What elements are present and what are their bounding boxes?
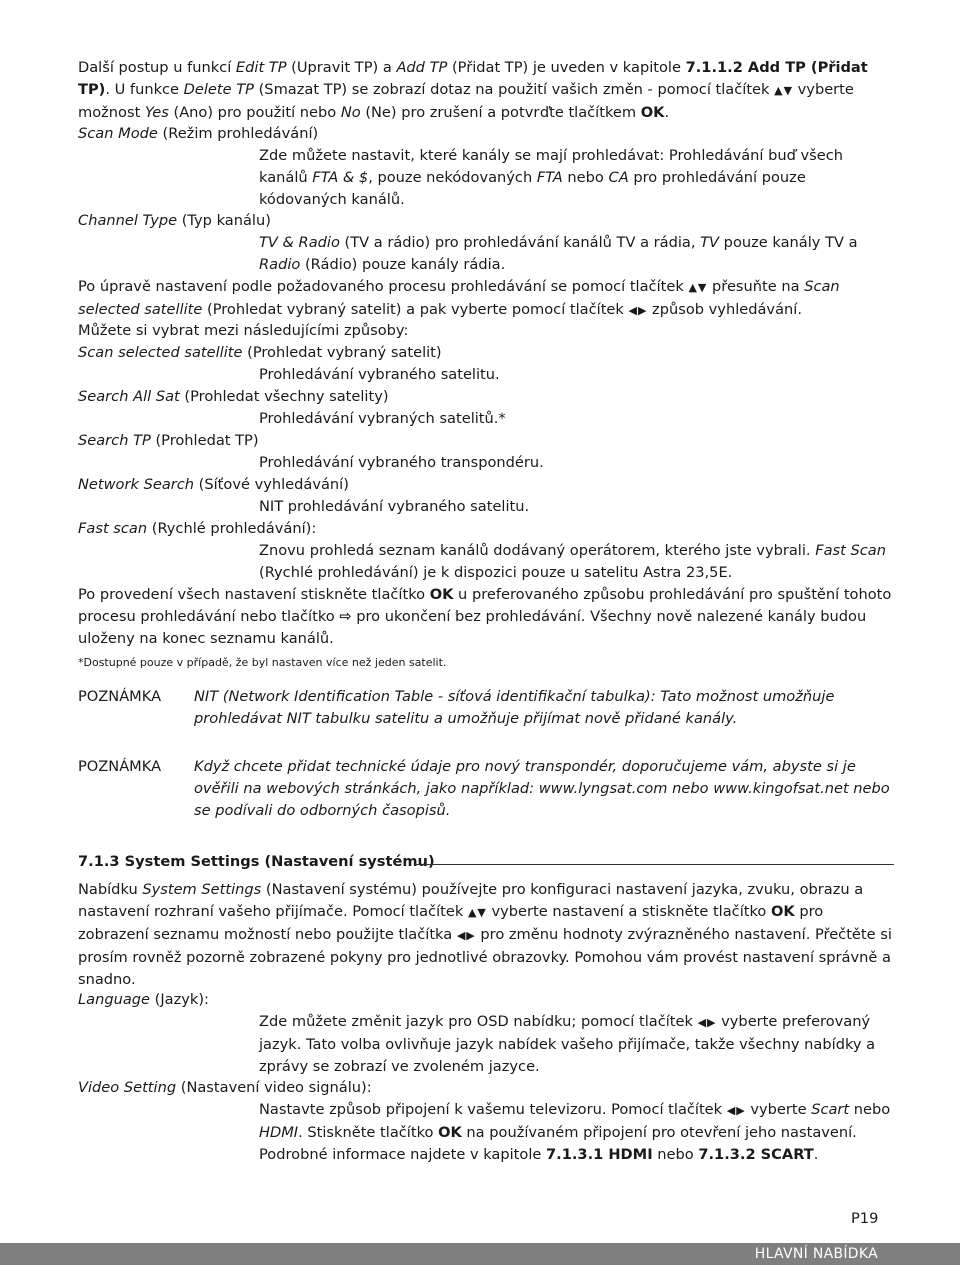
left-right-arrows-icon: ◀▶ <box>456 929 476 942</box>
language-label: Language (Jazyk): <box>78 991 209 1008</box>
option-search-all-label: Search All Sat (Prohledat všechny satelity) <box>78 388 389 405</box>
note-text: NIT (Network Identification Table - síťová identifikační tabulka): Tato možnost umožňuje prohledávat NIT tabulku satelitu a umožňuje přijímat nově přidané kanály. <box>194 688 835 727</box>
option-search-tp-desc: Prohledávání vybraného transpondéru. <box>259 454 544 471</box>
option-search-all-desc: Prohledávání vybraných satelitů.* <box>259 410 506 427</box>
language-description: Zde můžete změnit jazyk pro OSD nabídku; pomocí tlačítek ◀▶ vyberte preferovaný jazyk. Tato volba ovlivňuje jazyk nabídek vašeho přijímače, takže všechny nabídky a zprávy se zobrazí ve zvoleném jazyce. <box>259 1013 876 1075</box>
footer-band <box>0 1243 960 1265</box>
video-setting-description: Nastavte způsob připojení k vašemu televizoru. Pomocí tlačítek ◀▶ vyberte Scart nebo HDMI. Stiskněte tlačítko OK na používaném připojení pro otevření jeho nastavení. Podrobné informace najdete v kapitole 7.1.3.1 HDMI nebo 7.1.3.2 SCART. <box>259 1101 891 1163</box>
left-right-arrows-icon: ◀▶ <box>726 1104 746 1117</box>
note-text: Když chcete přidat technické údaje pro nový transpondér, doporučujeme vám, abyste si je ověřili na webových stránkách, jako například: www.lyngsat.com nebo www.kingofsat.net nebo se podívali do odborných časopisů. <box>194 758 890 819</box>
section-heading: 7.1.3 System Settings (Nastavení systému) <box>78 853 435 870</box>
heading-rule <box>415 864 894 865</box>
up-down-arrows-icon: ▲▼ <box>688 281 708 294</box>
up-down-arrows-icon: ▲▼ <box>774 84 794 97</box>
intro-paragraph: Další postup u funkcí Edit TP (Upravit TP) a Add TP (Přidat TP) je uveden v kapitole 7.1.1.2 Add TP (Přidat TP). U funkce Delete TP (Smazat TP) se zobrazí dotaz na použití vašich změn - pomocí tlačítek ▲▼ vyberte možnost Yes (Ano) pro použití nebo No (Ne) pro zrušení a potvrďte tlačítkem OK. <box>78 59 868 121</box>
note-label: POZNÁMKA <box>78 688 162 705</box>
page-number: P19 <box>851 1210 879 1227</box>
channel-type-description: TV & Radio (TV a rádio) pro prohledávání kanálů TV a rádia, TV pouze kanály TV a Radio (Rádio) pouze kanály rádia. <box>259 234 858 273</box>
start-scan-paragraph: Po provedení všech nastavení stiskněte tlačítko OK u preferovaného způsobu prohledávání pro spuštění tohoto procesu prohledávání nebo tlačítko ⇨ pro ukončení bez prohledávání. Všechny nově nalezené kanály budou uloženy na konec seznamu kanálů. <box>78 586 892 647</box>
scan-instructions-paragraph: Po úpravě nastavení podle požadovaného procesu prohledávání se pomocí tlačítek ▲▼ přesuňte na Scan selected satellite (Prohledat vybraný satelit) a pak vyberte pomocí tlačítek ◀▶ způsob vyhledávání. <box>78 278 840 318</box>
option-network-search-label: Network Search (Síťové vyhledávání) <box>78 476 349 493</box>
scan-mode-description: Zde můžete nastavit, které kanály se mají prohledávat: Prohledávání buď všech kanálů FTA & $, pouze nekódovaných FTA nebo CA pro prohledávání pouze kódovaných kanálů. <box>259 147 843 208</box>
video-setting-label: Video Setting (Nastavení video signálu): <box>78 1079 372 1096</box>
left-right-arrows-icon: ◀▶ <box>697 1016 717 1029</box>
option-search-tp-label: Search TP (Prohledat TP) <box>78 432 259 449</box>
options-intro: Můžete si vybrat mezi následujícími způsoby: <box>78 322 409 339</box>
option-network-search-desc: NIT prohledávání vybraného satelitu. <box>259 498 530 515</box>
footer-section-label: HLAVNÍ NABÍDKA <box>754 1246 878 1262</box>
option-scan-selected-label: Scan selected satellite (Prohledat vybraný satelit) <box>78 344 442 361</box>
option-fast-scan-desc: Znovu prohledá seznam kanálů dodávaný operátorem, kterého jste vybrali. Fast Scan (Rychlé prohledávání) je k dispozici pouze u satelitu Astra 23,5E. <box>259 542 886 581</box>
footnote: *Dostupné pouze v případě, že byl nastaven více než jeden satelit. <box>78 656 447 669</box>
option-scan-selected-desc: Prohledávání vybraného satelitu. <box>259 366 500 383</box>
option-fast-scan-label: Fast scan (Rychlé prohledávání): <box>78 520 317 537</box>
up-down-arrows-icon: ▲▼ <box>467 906 487 919</box>
scan-mode-label: Scan Mode (Režim prohledávání) <box>78 125 319 142</box>
system-settings-paragraph: Nabídku System Settings (Nastavení systému) používejte pro konfiguraci nastavení jazyka, zvuku, obrazu a nastavení rozhraní vašeho přijímače. Pomocí tlačítek ▲▼ vyberte nastavení a stiskněte tlačítko OK pro zobrazení seznamu možností nebo použijte tlačítka ◀▶ pro změnu hodnoty zvýrazněného nastavení. Přečtěte si prosím rovněž pozorně zobrazené pokyny pro jednotlivé obrazovky. Pomohou vám provést nastavení správně a snadno. <box>78 881 892 988</box>
left-right-arrows-icon: ◀▶ <box>628 304 648 317</box>
channel-type-label: Channel Type (Typ kanálu) <box>78 212 271 229</box>
note-label: POZNÁMKA <box>78 758 162 775</box>
exit-icon: ⇨ <box>339 608 352 625</box>
